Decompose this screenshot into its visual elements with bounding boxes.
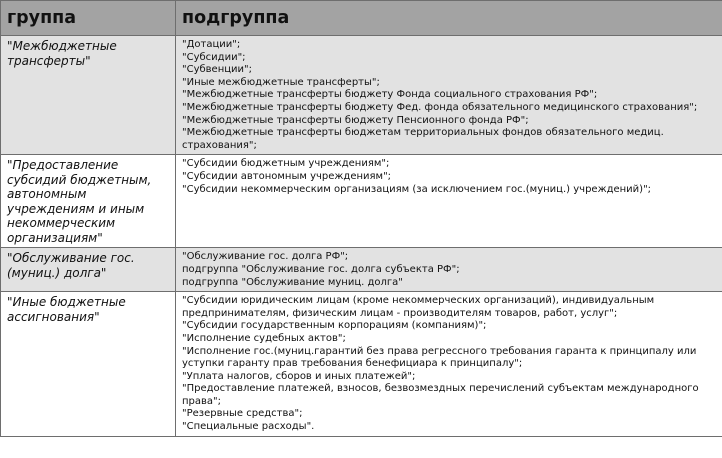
subgroup-item: подгруппа "Обслуживание муниц. долга" [182, 276, 403, 288]
subgroup-cell [176, 36, 722, 155]
table-row [1, 155, 722, 248]
subgroup-cell [176, 155, 722, 248]
group-cell: "Иные бюджетные ассигнования" [1, 292, 176, 437]
header-group: группа [1, 1, 176, 36]
table-row [1, 292, 722, 437]
subgroup-item: "Субсидии"; [182, 51, 246, 63]
subgroup-item: "Межбюджетные трансферты бюджету Фонда социального страхования РФ"; [182, 89, 598, 101]
subgroup-item: "Субсидии бюджетным учреждениям"; [182, 158, 390, 170]
group-cell: "Предоставление субсидий бюджетным, автономным учреждениям и иным некоммерческим организациям" [1, 155, 176, 248]
table-row [1, 248, 722, 292]
subgroup-item: "Субвенции"; [182, 64, 253, 76]
table-row [1, 36, 722, 155]
subgroup-cell [176, 292, 722, 437]
subgroup-item: "Межбюджетные трансферты бюджету Фед. фонда обязательного медицинского страхования"; [182, 101, 698, 113]
group-cell: "Обслуживание гос. (муниц.) долга" [1, 248, 176, 292]
subgroup-item: "Субсидии юридическим лицам (кроме некоммерческих организаций), индивидуальным предпринимателям, физическим лицам - производителям товаров, работ, услуг"; [182, 295, 655, 319]
subgroup-item: "Обслуживание гос. долга РФ"; [182, 251, 349, 263]
subgroup-item: "Межбюджетные трансферты бюджету Пенсионного фонда РФ"; [182, 114, 529, 126]
subgroup-item: "Межбюджетные трансферты бюджетам территориальных фондов обязательного медиц. страхования"; [182, 127, 664, 151]
subgroup-cell [176, 248, 722, 292]
subgroup-item: "Уплата налогов, сборов и иных платежей"; [182, 370, 416, 382]
subgroup-item: "Резервные средства"; [182, 408, 303, 420]
subgroup-item: "Субсидии государственным корпорациям (компаниям)"; [182, 320, 487, 332]
subgroup-item: "Исполнение судебных актов"; [182, 332, 346, 344]
subgroup-item: "Специальные расходы". [182, 421, 315, 433]
subgroup-item: "Субсидии некоммерческим организациям (за исключением гос.(муниц.) учреждений)"; [182, 183, 652, 195]
subgroup-item: "Субсидии автономным учреждениям"; [182, 170, 392, 182]
subgroup-item: подгруппа "Обслуживание гос. долга субъекта РФ"; [182, 263, 460, 275]
header-subgroup: подгруппа [176, 1, 722, 36]
subgroup-item: "Предоставление платежей, взносов, безвозмездных перечислений субъектам международного права"; [182, 383, 699, 407]
subgroup-item: "Исполнение гос.(муниц.гарантий без права регрессного требования гаранта к принципалу или уступки гаранту прав требования бенефициара к принципалу"; [182, 345, 697, 370]
table-header-row [1, 1, 722, 36]
group-cell: "Межбюджетные трансферты" [1, 36, 176, 155]
subgroup-item: "Дотации"; [182, 39, 241, 50]
subgroup-item: "Иные межбюджетные трансферты"; [182, 76, 380, 88]
